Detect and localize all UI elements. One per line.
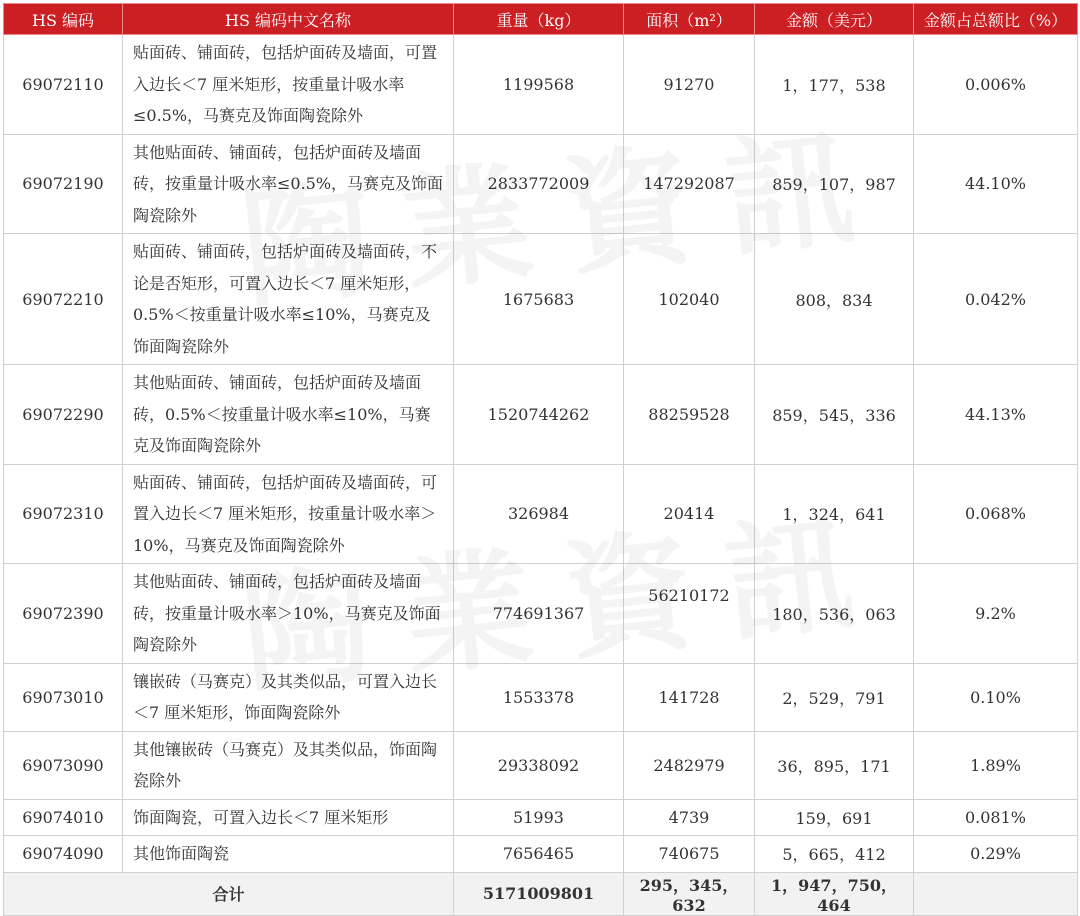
table-row: [4, 464, 1078, 564]
cell-name: 贴面砖、铺面砖，包括炉面砖及墙面砖，可置入边长＜7 厘米矩形，按重量计吸水率＞10%，马赛克及饰面陶瓷除外: [123, 464, 454, 564]
cell-amount: 808，834: [755, 234, 914, 365]
cell-area: 740675: [624, 836, 755, 873]
cell-share: 0.006%: [914, 35, 1078, 135]
cell-area: 2482979: [624, 731, 755, 799]
cell-area: 56210172: [624, 564, 755, 664]
cell-share: 0.10%: [914, 663, 1078, 731]
total-weight: 5171009801: [454, 872, 624, 915]
cell-share: 44.13%: [914, 365, 1078, 465]
cell-amount: 36，895，171: [755, 731, 914, 799]
cell-code: 69072210: [4, 234, 123, 365]
cell-amount: 180，536，063: [755, 564, 914, 664]
total-label: 合计: [4, 872, 454, 915]
table-row: [4, 799, 1078, 836]
cell-name: 贴面砖、铺面砖，包括炉面砖及墙面，可置入边长＜7 厘米矩形，按重量计吸水率≤0.5%，马赛克及饰面陶瓷除外: [123, 35, 454, 135]
cell-weight: 29338092: [454, 731, 624, 799]
header-weight: 重量（kg）: [454, 4, 624, 35]
table-row: [4, 365, 1078, 465]
cell-weight: 51993: [454, 799, 624, 836]
header-hs-name: HS 编码中文名称: [123, 4, 454, 35]
header-area: 面积（m²）: [624, 4, 755, 35]
cell-area: 102040: [624, 234, 755, 365]
cell-weight: 1553378: [454, 663, 624, 731]
cell-amount: 1，177，538: [755, 35, 914, 135]
cell-code: 69072310: [4, 464, 123, 564]
table-row: [4, 731, 1078, 799]
table-row: [4, 234, 1078, 365]
cell-name: 其他贴面砖、铺面砖，包括炉面砖及墙面砖，按重量计吸水率≤0.5%，马赛克及饰面陶瓷除外: [123, 134, 454, 234]
table-row: [4, 134, 1078, 234]
table-row: [4, 663, 1078, 731]
cell-weight: 774691367: [454, 564, 624, 664]
cell-code: 69072390: [4, 564, 123, 664]
cell-area: 141728: [624, 663, 755, 731]
total-share: [914, 872, 1078, 915]
cell-weight: 2833772009: [454, 134, 624, 234]
header-share: 金额占总额比（%）: [914, 4, 1078, 35]
cell-code: 69072190: [4, 134, 123, 234]
cell-share: 0.042%: [914, 234, 1078, 365]
table-row: [4, 35, 1078, 135]
cell-name: 镶嵌砖（马赛克）及其类似品，可置入边长＜7 厘米矩形，饰面陶瓷除外: [123, 663, 454, 731]
cell-name: 饰面陶瓷，可置入边长＜7 厘米矩形: [123, 799, 454, 836]
cell-name: 其他贴面砖、铺面砖，包括炉面砖及墙面砖，按重量计吸水率＞10%，马赛克及饰面陶瓷除外: [123, 564, 454, 664]
hs-code-table: [3, 3, 1078, 916]
cell-amount: 5，665，412: [755, 836, 914, 873]
total-row: [4, 872, 1078, 915]
cell-amount: 1，324，641: [755, 464, 914, 564]
header-hs-code: HS 编码: [4, 4, 123, 35]
cell-area: 91270: [624, 35, 755, 135]
cell-name: 其他贴面砖、铺面砖，包括炉面砖及墙面砖，0.5%＜按重量计吸水率≤10%，马赛克及饰面陶瓷除外: [123, 365, 454, 465]
cell-code: 69072290: [4, 365, 123, 465]
total-amount: 1，947，750，464: [755, 872, 914, 915]
cell-weight: 1675683: [454, 234, 624, 365]
cell-amount: 159，691: [755, 799, 914, 836]
cell-weight: 7656465: [454, 836, 624, 873]
cell-code: 69073010: [4, 663, 123, 731]
cell-code: 69074010: [4, 799, 123, 836]
cell-name: 其他镶嵌砖（马赛克）及其类似品，饰面陶瓷除外: [123, 731, 454, 799]
cell-amount: 2，529，791: [755, 663, 914, 731]
header-amount: 金额（美元）: [755, 4, 914, 35]
table-row: [4, 564, 1078, 664]
cell-area: 88259528: [624, 365, 755, 465]
cell-weight: 1520744262: [454, 365, 624, 465]
cell-area: 147292087: [624, 134, 755, 234]
cell-code: 69073090: [4, 731, 123, 799]
cell-share: 0.29%: [914, 836, 1078, 873]
header-row: [4, 4, 1078, 35]
cell-area: 20414: [624, 464, 755, 564]
cell-share: 9.2%: [914, 564, 1078, 664]
cell-weight: 1199568: [454, 35, 624, 135]
cell-code: 69074090: [4, 836, 123, 873]
cell-area: 4739: [624, 799, 755, 836]
cell-weight: 326984: [454, 464, 624, 564]
cell-share: 0.081%: [914, 799, 1078, 836]
cell-share: 44.10%: [914, 134, 1078, 234]
cell-share: 0.068%: [914, 464, 1078, 564]
cell-share: 1.89%: [914, 731, 1078, 799]
cell-amount: 859，545，336: [755, 365, 914, 465]
cell-amount: 859，107，987: [755, 134, 914, 234]
total-area: 295，345，632: [624, 872, 755, 915]
cell-name: 其他饰面陶瓷: [123, 836, 454, 873]
cell-name: 贴面砖、铺面砖，包括炉面砖及墙面砖，不论是否矩形，可置入边长＜7 厘米矩形，0.5%＜按重量计吸水率≤10%，马赛克及饰面陶瓷除外: [123, 234, 454, 365]
cell-code: 69072110: [4, 35, 123, 135]
